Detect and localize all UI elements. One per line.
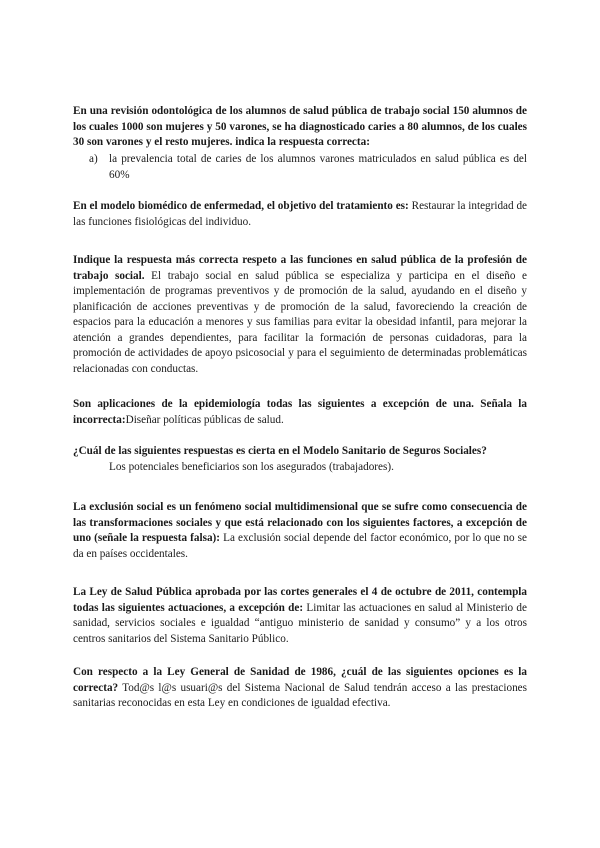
answer-7-text: Limitar las actuaciones en salud al Ministerio de sanidad, servicios sociales e igualdad “antiguo ministerio de sanidad y consumo” y a los otros centros sanitarios del Sistema Sanitario Público. [73,601,527,645]
answer-6-text: La exclusión social depende del factor económico, por lo que no se da en países occidentales. [73,532,528,560]
list-marker: a) [89,153,98,165]
question-4 [73,397,527,428]
question-2 [73,199,527,230]
question-3 [73,253,527,377]
question-5-text: ¿Cuál de las siguientes respuestas es cierta en el Modelo Sanitario de Seguros Sociales? [73,445,487,457]
answer-1-list-item [89,152,527,183]
question-7 [73,585,527,647]
question-8 [73,665,527,712]
answer-2-text: Restaurar la integridad de las funciones fisiológicas del individuo. [73,200,528,228]
answer-3-text: El trabajo social en salud pública se especializa y participa en el diseño e implementación de programas preventivos y de promoción de la salud, ayudando en el diseño y planificación de acciones preventivas y de promoción de la salud, favoreciendo la creación de espacios para la educación a menores y sus familias para evitar la obesidad infantil, para mejorar la atención a grandes dependientes, para facilitar la formación de personas cuidadoras, para la promoción de actividades de apoyo psicosocial y para el seguimiento de determinadas problemáticas relacionadas con conductas. [73,269,528,375]
question-6 [73,500,527,562]
question-6-text: La exclusión social es un fenómeno social multidimensional que se sufre como consecuencia de las transformaciones sociales y que está relacionado con los siguientes factores, a excepción de uno (señale la respuesta falsa): [73,501,527,544]
question-7-text: La Ley de Salud Pública aprobada por las cortes generales el 4 de octubre de 2011, contempla todas las siguientes actuaciones, a excepción de: [73,586,527,614]
question-8-text: Con respecto a la Ley General de Sanidad de 1986, ¿cuál de las siguientes opciones es la correcta? [73,666,527,694]
question-2-text: En el modelo biomédico de enfermedad, el objetivo del tratamiento es: [73,200,409,212]
answer-4-text: Diseñar políticas públicas de salud. [125,413,284,426]
question-5 [73,444,527,475]
question-3-text: Indique la respuesta más correcta respeto a las funciones en salud pública de la profesión de trabajo social. [73,254,527,282]
answer-5-text: Los potenciales beneficiarios son los asegurados (trabajadores). [109,460,394,473]
question-1-text: En una revisión odontológica de los alumnos de salud pública de trabajo social 150 alumnos de los cuales 1000 son mujeres y 50 varones, se ha diagnosticado caries a 80 alumnos, de los cuales 30 son varones y el resto mujeres. indica la respuesta correcta: [73,105,527,148]
question-1 [73,104,527,151]
question-4-text: Son aplicaciones de la epidemiología todas las siguientes a excepción de una. Señala la incorrecta: [73,398,527,426]
answer-1-text: la prevalencia total de caries de los alumnos varones matriculados en salud pública es del 60% [109,153,527,181]
answer-8-text: Tod@s l@s usuari@s del Sistema Nacional de Salud tendrán acceso a las prestaciones sanitarias reconocidas en esta Ley en condiciones de igualdad efectiva. [73,681,527,709]
